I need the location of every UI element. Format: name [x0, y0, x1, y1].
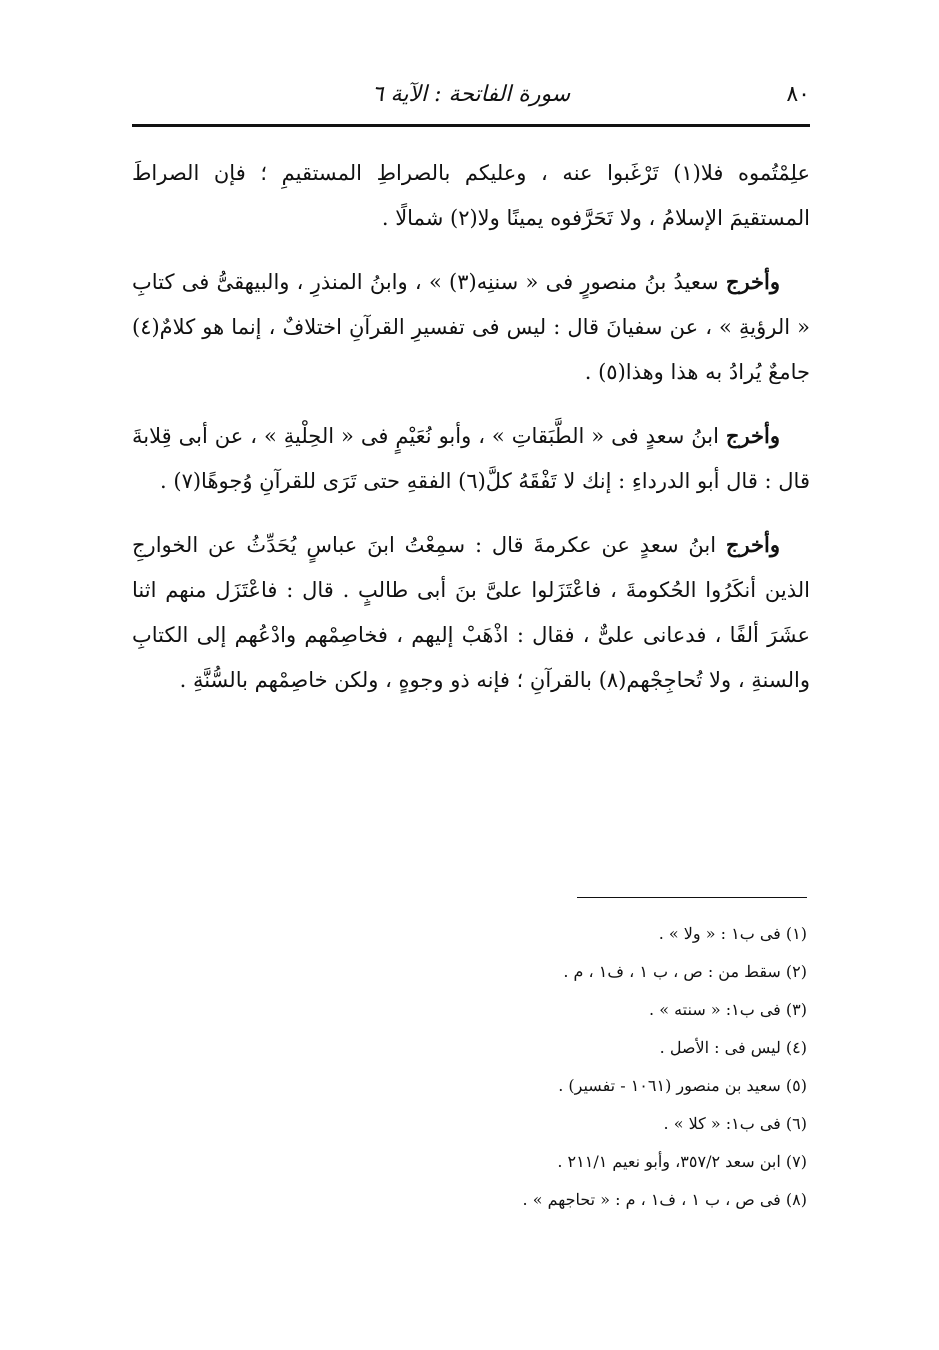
paragraph-text: ابنُ سعدٍ عن عكرمةَ قال : سمِعْتُ ابنَ عباسٍ يُحَدِّثُ عن الخوارجِ الذين أنكَرُوا الحُكومةَ ، فاعْتَزَلوا علىَّ بنَ أبى طالبٍ . قال : فاعْتَزَل منهم اثنا عشَرَ ألفًا ، فدعانى علىٌّ ، فقال : اذْهَبْ إليهم ، فخاصِمْهم وادْعُهم إلى الكتابِ والسنةِ ، ولا تُحاجِجْهم(٨) بالقرآنِ ؛ فإنه ذو وجوهٍ ، ولكن خاصِمْهم بالسُّنَّةِ .: [132, 533, 810, 692]
paragraph-lead: وأخرج: [725, 532, 780, 557]
footnote: (١) فى ب١ : « ولا » .: [658, 924, 807, 943]
paragraph: [132, 522, 810, 703]
footnote: (٢) سقط من : ص ، ب ١ ، ف١ ، م .: [563, 962, 807, 981]
paragraph: [132, 413, 810, 504]
paragraph-text: ابنُ سعدٍ فى « الطَّبَقاتِ » ، وأبو نُعَيْمٍ فى « الحِلْيةِ » ، عن أبى قِلابةَ قال : قال أبو الدرداءِ : إنك لا تَفْقَهُ كلَّ(٦) الفقهِ حتى تَرَى للقرآنِ وُجوهًا(٧) .: [132, 424, 810, 493]
footnote: (٥) سعيد بن منصور (١٠٦١ - تفسير) .: [558, 1076, 807, 1095]
footnote: (٨) فى ص ، ب ١ ، ف١ ، م : « تحاجهم » .: [522, 1190, 807, 1209]
running-title: سورة الفاتحة : الآية ٦: [371, 82, 571, 107]
footnote: (٤) ليس فى : الأصل .: [659, 1038, 807, 1057]
header-rule: [132, 124, 810, 127]
paragraph: [132, 259, 810, 395]
paragraph-text: علِمْتُموه فلا(١) تَرْغَبوا عنه ، وعليكم بالصراطِ المستقيمِ ؛ فإن الصراطَ المستقيمَ الإسلامُ ، ولا تَحَرَّفوه يمينًا ولا(٢) شمالًا .: [132, 161, 810, 230]
main-text: [132, 150, 810, 721]
footnote-separator: [577, 897, 807, 898]
footnotes: [129, 915, 807, 1219]
paragraph-text: سعيدُ بنُ منصورٍ فى « سننِه(٣) » ، وابنُ المنذرِ ، والبيهقىُّ فى كتابِ « الرؤيةِ » ، عن سفيانَ قال : ليس فى تفسيرِ القرآنِ اختلافٌ ، إنما هو كلامٌ(٤) جامعٌ يُرادُ به هذا وهذا(٥) .: [132, 270, 810, 384]
paragraph-lead: وأخرج: [725, 269, 781, 294]
footnote: (٣) فى ب١: « سنته » .: [649, 1000, 807, 1019]
page-header: [132, 78, 810, 118]
paragraph-lead: وأخرج: [725, 423, 780, 448]
footnote: (٧) ابن سعد ٣٥٧/٢، وأبو نعيم ٢١١/١ .: [557, 1152, 807, 1171]
paragraph: [132, 150, 810, 241]
footnote: (٦) فى ب١: « كلا » .: [663, 1114, 807, 1133]
page-number: ٨٠: [786, 82, 810, 107]
